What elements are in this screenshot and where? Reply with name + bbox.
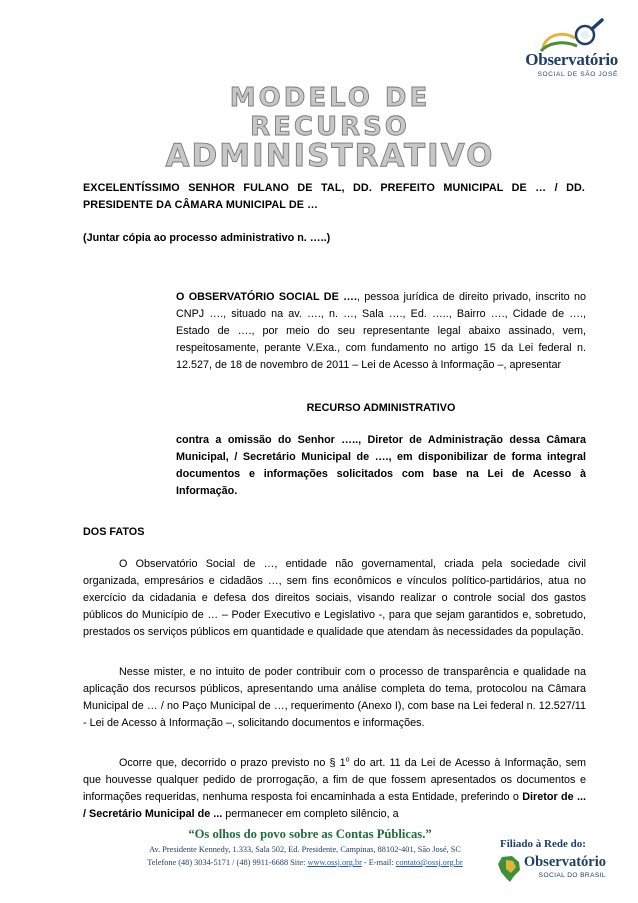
- network-subtitle: SOCIAL DO BRASIL: [538, 872, 606, 879]
- paragraph-2: [83, 664, 586, 732]
- logo-subtitle: SOCIAL DE SÃO JOSÉ: [537, 71, 618, 78]
- footer-phones: Telefone (48) 3034-5171 / (48) 9911-6688 Site:: [147, 858, 308, 867]
- paragraph-3-bold: Diretor de ... / Secretário Municipal de ...: [83, 791, 586, 820]
- paragraph-3-superscript: o: [345, 756, 350, 764]
- fatos-heading: DOS FATOS: [83, 526, 145, 538]
- logo-name: Observatório: [525, 50, 618, 69]
- title-line-1: MODELO DE: [229, 83, 431, 113]
- paragraph-3-part1: Ocorre que, decorrido o prazo previsto no § 1: [119, 757, 346, 769]
- footer-site-link[interactable]: www.ossj.org.br: [307, 858, 362, 867]
- filiado-label: Filiado à Rede do:: [500, 838, 586, 850]
- attachment-note: (Juntar cópia ao processo administrativo n. …..): [83, 232, 331, 244]
- network-name: Observatório: [523, 854, 606, 870]
- observatorio-brasil-logo: [496, 852, 606, 886]
- paragraph-3-part3: permanecer em completo silêncio, a: [222, 808, 399, 820]
- paragraph-3-part2: do art. 11 da Lei de Acesso à Informação, sem que houvesse qualquer pedido de prorrogação, a fim de que fossem apresentados os documentos e informações requeridas, nenhuma resposta foi encaminhada a esta Entidade, preferindo o: [83, 757, 587, 803]
- footer-address: Av. Presidente Kennedy, 1.333, Sala 502, Ed. Presidente, Campinas, 88102-401, São José, SC: [149, 845, 461, 854]
- paragraph-1-text: O Observatório Social de …, entidade não governamental, criada pela sociedade civil organizada, empresários e cidadãos …, sem fins econômicos e vínculos político-partidários, atua no exercício da cidadania e defesa dos direitos sociais, visando realizar o controle social dos gastos públicos do Município de … – Poder Executivo e Legislativo -, para que sejam garantidos e, sobretudo, prestados os serviços públicos em quantidade e qualidade que atendam às necessidades da população.: [83, 558, 586, 638]
- intro-text: , pessoa jurídica de direito privado, inscrito no CNPJ …., situado na av. …., n. …, Sala …., Ed. ….., Bairro …., Cidade de …., Estado de …., por meio do seu representante legal abaixo assinado, vem, respeitosamente, perante V.Exa., com fundamento no artigo 15 da Lei federal n. 12.527, de 18 de novembro de 2011 – Lei de Acesso à Informação –, apresentar: [176, 291, 587, 371]
- paragraph-3: [83, 755, 586, 823]
- title-line-2: RECURSO: [250, 112, 410, 142]
- addressee: EXCELENTÍSSIMO SENHOR FULANO DE TAL, DD. PREFEITO MUNICIPAL DE … / DD. PRESIDENTE DA CÂMARA MUNICIPAL DE …: [83, 182, 585, 211]
- title-line-3: ADMINISTRATIVO: [165, 138, 495, 174]
- intro-paragraph: [176, 289, 586, 374]
- document-title: [130, 83, 530, 174]
- footer-email-label: - E-mail:: [361, 858, 396, 867]
- observatorio-logo: [503, 18, 618, 88]
- footer-email-link[interactable]: contato@ossj.org.br: [395, 858, 463, 867]
- org-name: O OBSERVATÓRIO SOCIAL DE ….: [176, 291, 357, 303]
- recurso-heading: RECURSO ADMINISTRATIVO: [306, 402, 456, 414]
- footer-contact: [95, 858, 515, 867]
- footer-slogan: “Os olhos do povo sobre as Contas Públicas.”: [188, 827, 432, 841]
- paragraph-1: [83, 556, 586, 641]
- contra-paragraph: contra a omissão do Senhor ….., Diretor de Administração dessa Câmara Municipal, / Secretário Municipal de …., em disponibilizar de forma integral documentos e informações solicitados com base na Lei de Acesso à Informação.: [176, 434, 586, 497]
- paragraph-2-text: Nesse mister, e no intuito de poder contribuir com o processo de transparência e qualidade na aplicação dos recursos públicos, apresentando uma análise completa do tema, protocolou na Câmara Municipal de … / no Paço Municipal de …, requerimento (Anexo I), com base na Lei federal n. 12.527/11 - Lei de Acesso à Informação –, solicitando documentos e informações.: [83, 666, 586, 729]
